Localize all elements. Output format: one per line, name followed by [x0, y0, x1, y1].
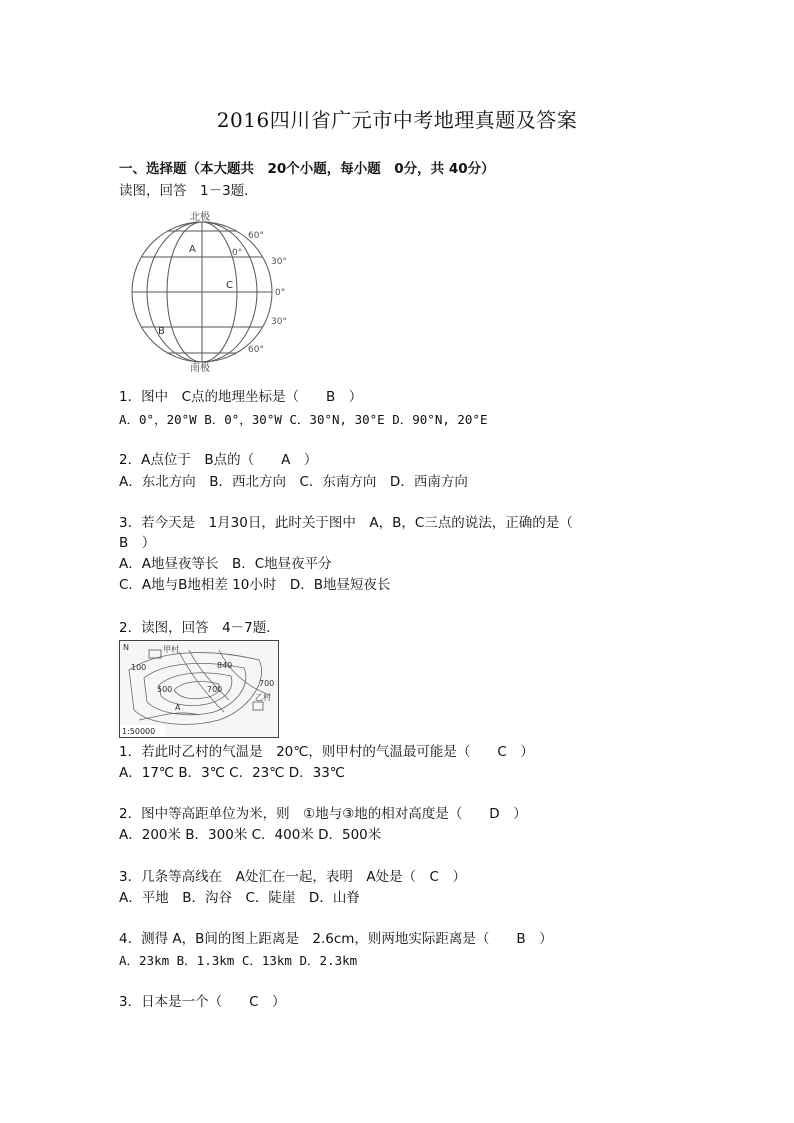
- q3-question: 3．若今天是 1月30日，此时关于图中 A，B，C三点的说法，正确的是（: [119, 515, 573, 531]
- q5-options: A．200米 B．300米 C．400米 D．500米: [119, 827, 382, 843]
- q7-question: 4．测得 A，B间的图上距离是 2.6cm，则两地实际距离是（ B ）: [119, 931, 553, 947]
- q8-question: 3．日本是一个（ C ）: [119, 994, 286, 1010]
- q4-options: A．17℃ B．3℃ C．23℃ D．33℃: [119, 765, 345, 781]
- north-pole-label: 北极: [190, 212, 210, 223]
- point-b-label: B: [158, 326, 165, 337]
- q3-options-line1: A．A地昼夜等长 B．C地昼夜平分: [119, 556, 332, 572]
- contour-700-label: 700: [259, 679, 275, 688]
- point-a-label: A: [189, 244, 196, 255]
- q2-options: A．东北方向 B．西北方向 C．东南方向 D．西南方向: [119, 474, 468, 490]
- north-arrow-label: N: [123, 643, 129, 652]
- section-header: 一、选择题（本大题共 20个小题，每小题 0分，共 40分）: [119, 161, 495, 177]
- group1-intro: 读图，回答 1－3题．: [119, 183, 258, 199]
- page-title: 2016四川省广元市中考地理真题及答案: [216, 108, 578, 132]
- scale-label: 1:50000: [122, 727, 156, 736]
- q4-question: 1．若此时乙村的气温是 20℃，则甲村的气温最可能是（ C ）: [119, 744, 534, 760]
- q6-options: A．平地 B．沟谷 C．陡崖 D．山脊: [119, 890, 360, 906]
- contour-700b-label: 700: [207, 685, 223, 694]
- lat-30s-label: 30°: [271, 317, 287, 327]
- contour-map-figure: [119, 640, 279, 738]
- q3-question-cont: B ）: [119, 535, 156, 551]
- contour-100-label: 100: [131, 663, 147, 672]
- lat-0-label: 0°: [275, 288, 286, 298]
- contour-point-a-label: A: [175, 703, 181, 712]
- q7-options: A．23km B．1.3km C．13km D．2.3km: [119, 953, 358, 968]
- lat-60n-label: 60°: [248, 231, 264, 241]
- q3-options-line2: C．A地与B地相差 10小时 D．B地昼短夜长: [119, 577, 391, 593]
- q1-question: 1．图中 C点的地理坐标是（ B ）: [119, 389, 363, 405]
- lat-60s-label: 60°: [248, 345, 264, 355]
- q2-question: 2．A点位于 B点的（ A ）: [119, 452, 318, 468]
- south-pole-label: 南极: [190, 363, 210, 372]
- q1-options: A．0°，20°W B．0°，30°W C．30°N, 30°E D．90°N, 20°E: [119, 412, 488, 427]
- point-c-label: C: [226, 280, 233, 291]
- contour-840-label: 840: [217, 661, 233, 670]
- village-yi-label: 乙村: [255, 693, 271, 702]
- q6-question: 3．几条等高线在 A处汇在一起，表明 A处是（ C ）: [119, 869, 466, 885]
- lon-0-label: 0°: [232, 248, 243, 258]
- globe-figure: [130, 206, 295, 372]
- contour-500-label: 500: [157, 685, 173, 694]
- q5-question: 2．图中等高距单位为米，则 ①地与③地的相对高度是（ D ）: [119, 806, 527, 822]
- lat-30n-label: 30°: [271, 257, 287, 267]
- village-jia-label: 甲村: [163, 645, 179, 654]
- group2-intro: 2．读图，回答 4－7题．: [119, 620, 280, 636]
